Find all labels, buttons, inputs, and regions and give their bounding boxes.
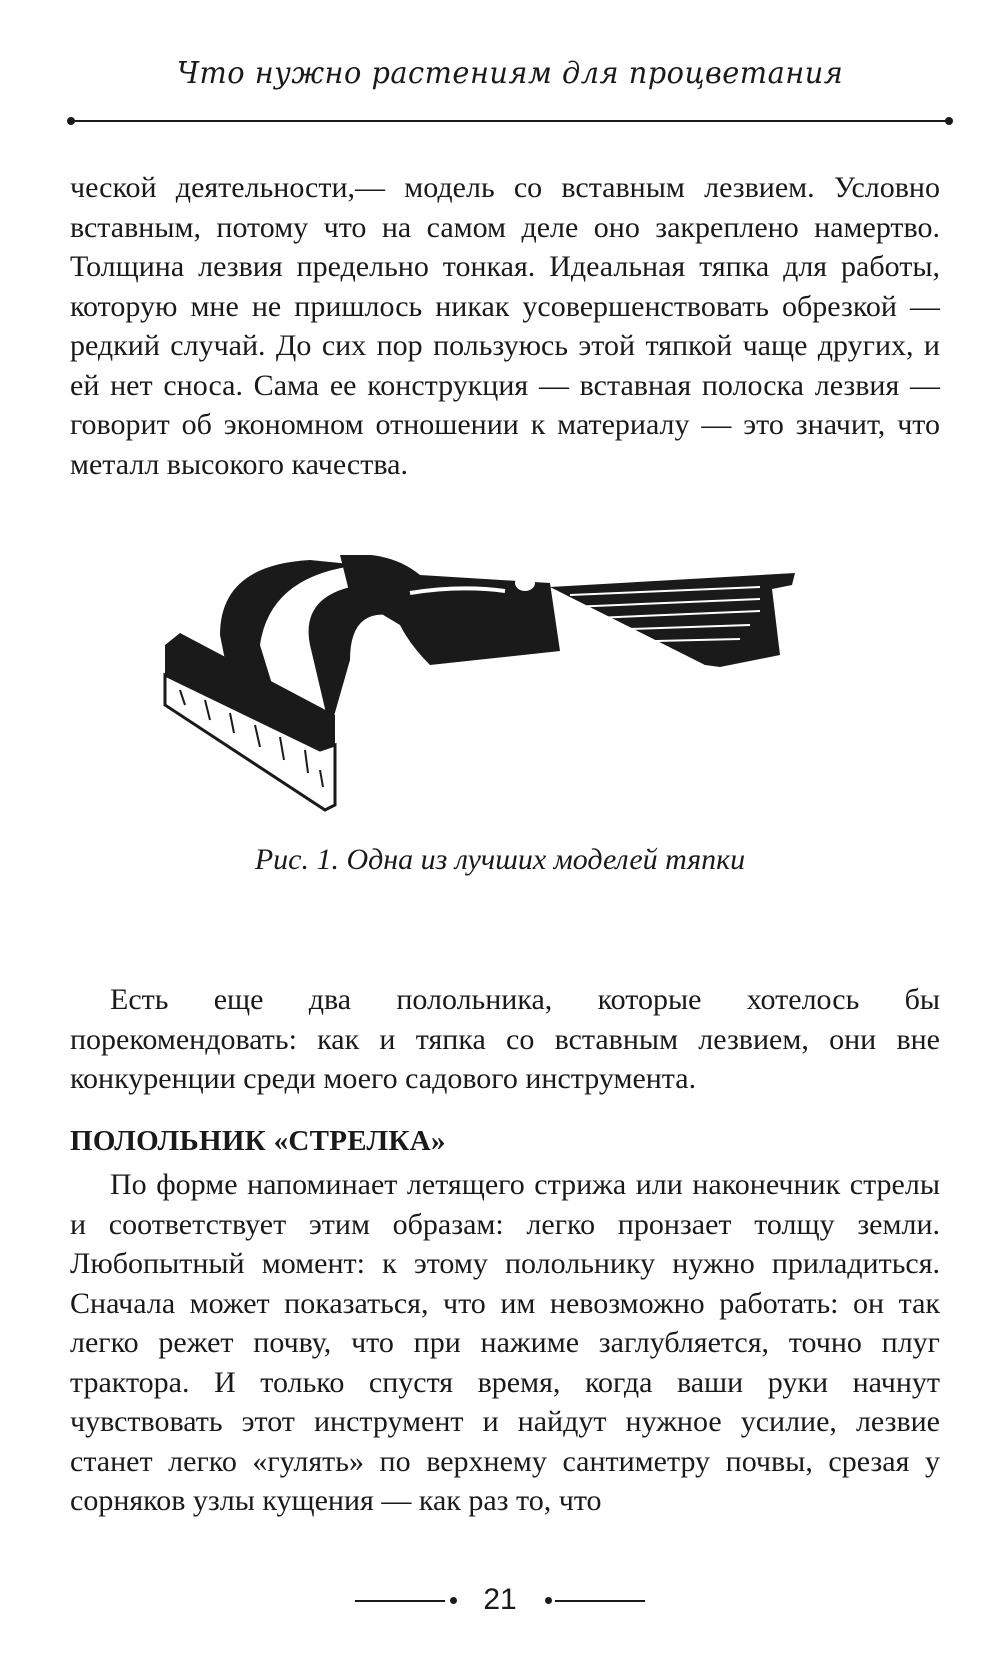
running-header xyxy=(70,40,950,130)
footer-dot-right xyxy=(545,1597,552,1604)
figure-hoe xyxy=(160,555,860,875)
footer-rule-right xyxy=(555,1600,645,1602)
running-header-title: Что нужно растениям для процветания xyxy=(176,56,844,91)
paragraph: Есть еще два полольника, которые хотелось бы порекомендовать: как и тяпка со вставным лезвием, они вне конкуренции среди моего садового инструмента. xyxy=(70,983,940,1095)
header-rule xyxy=(70,120,950,122)
body-text-top xyxy=(70,168,940,484)
page-footer xyxy=(0,1580,1000,1620)
body-text-middle xyxy=(70,980,940,1099)
page-number: 21 xyxy=(483,1583,517,1616)
hoe-illustration-icon xyxy=(160,555,860,875)
paragraph: По форме напоминает летящего стрижа или наконечник стрелы и соответствует этим образам: легко пронзает толщу земли. Любопытный момент: к этому полольнику нужно приладиться. Сначала может показаться, что им невозможно работать: он так легко режет почву, что при нажиме заглубляется, точно плуг трактора. И только спустя время, когда ваши руки начнут чувствовать этот инструмент и найдут нужное усилие, лезвие станет легко «гулять» по верхнему сантиметру почвы, срезая у сорняков узлы кущения — как раз то, что xyxy=(70,1168,940,1517)
paragraph-continued: ческой деятельности,— модель со вставным лезвием. Условно вставным, потому что на самом деле оно закреплено намертво. Толщина лезвия предельно тонкая. Идеальная тяпка для работы, которую мне не пришлось никак усовершенствовать обрезкой — редкий случай. До сих пор пользуюсь этой тяпкой чаще других, и ей нет сноса. Сама ее конструкция — вставная полоска лезвия — говорит об экономном отношении к материалу — это значит, что металл высокого качества. xyxy=(70,171,940,481)
header-rule-dot-right xyxy=(945,117,953,125)
body-text-section xyxy=(70,1165,940,1521)
figure-caption: Рис. 1. Одна из лучших моделей тяпки xyxy=(254,843,746,876)
section-heading: ПОЛОЛЬНИК «СТРЕЛКА» xyxy=(70,1125,446,1157)
hoe-ferrule-hole xyxy=(515,575,535,591)
header-rule-dot-left xyxy=(67,117,75,125)
